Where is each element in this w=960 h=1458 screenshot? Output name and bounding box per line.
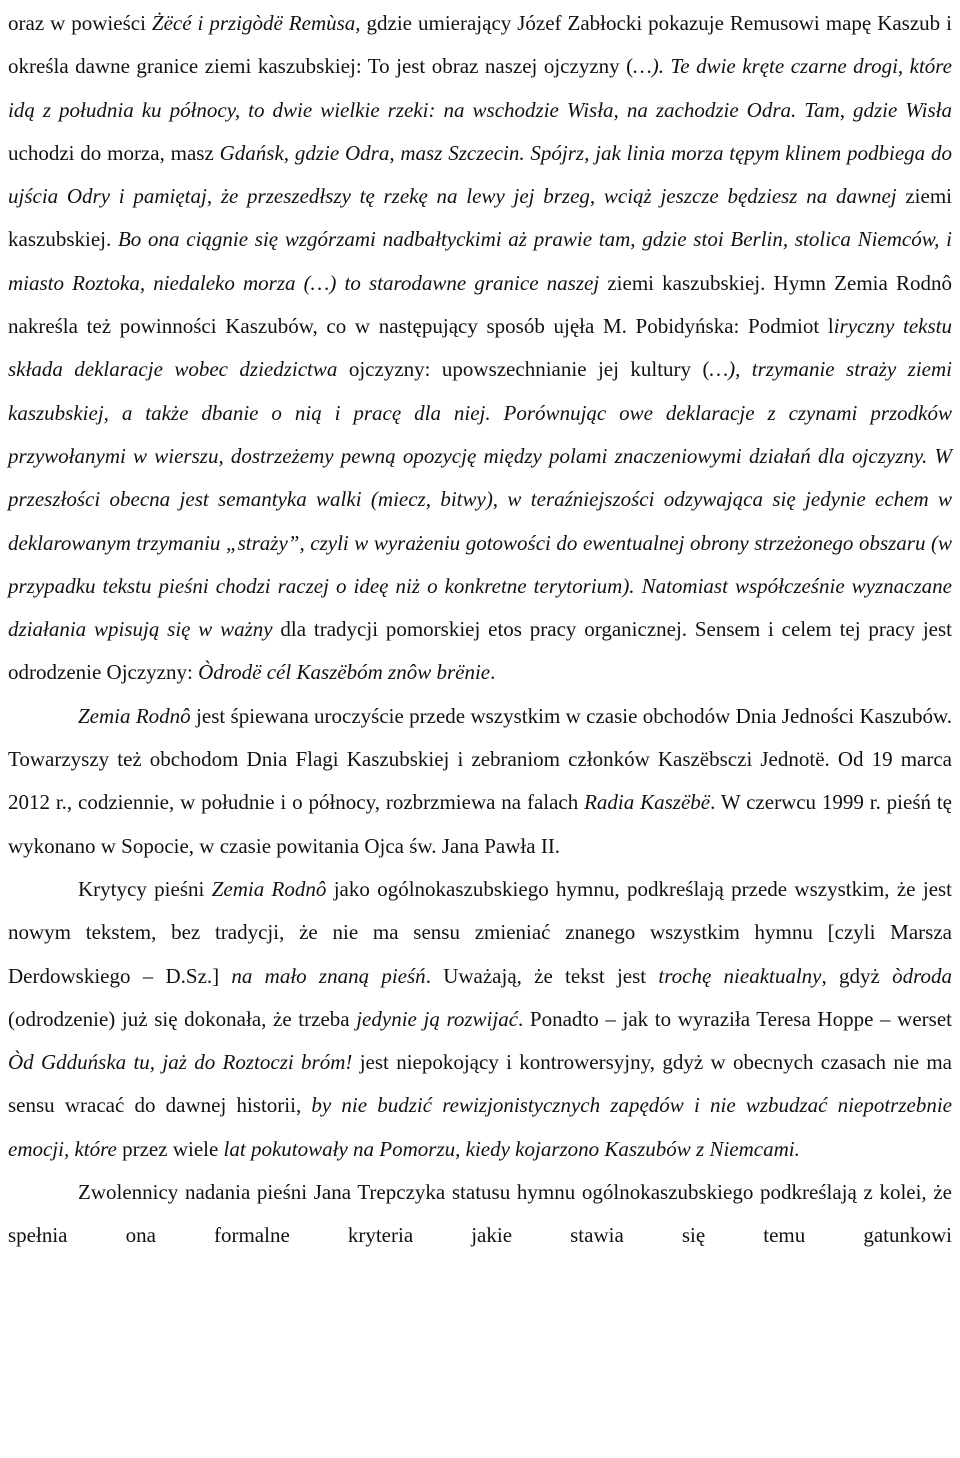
text-run: . (490, 660, 496, 685)
italic-text-run: Radia Kaszëbë (584, 790, 711, 815)
text-run: . Uważają, że tekst jest (425, 963, 659, 988)
text-run: jest śpiewana uroczyście przede wszystkim w czasie obchodów Dnia Jedności Kaszubów. Towarzyszy też obchodom Dnia Flagi Kaszubskiej i zebraniom członków Kaszëbsczi Jednotë. Od 19 marca 2012 r., codziennie, w południe i o północy, rozbrzmiewa na falach (8, 703, 952, 815)
italic-text-run: trochę nieaktualny (658, 963, 822, 988)
paragraph-3 (8, 868, 952, 1171)
italic-text-run: Òd Gdduńska tu, jaż do Roztoczi bróm! (8, 1050, 353, 1075)
text-run: dla tradycji pomorskiej etos pracy organicznej. Sensem i celem tej pracy jest odrodzenie Ojczyzny: (8, 617, 952, 685)
text-run: ziemi kaszubskiej. Hymn Zemia Rodnô nakreśla też powinności Kaszubów, co w następujący sposób ujęła M. Pobidyńska: Podmiot l (8, 270, 952, 339)
text-run: (odrodzenie) już się dokonała, że trzeba (8, 1006, 357, 1031)
italic-text-run: …). Te dwie kręte czarne drogi, które idą z południa ku północy, to dwie wielkie rzeki: na wschodzie Wisła, na zachodzie Odra. Tam, gdzie Wisła (8, 54, 953, 122)
text-run: uchodzi do morza, masz (8, 140, 220, 165)
italic-text-run: …), trzymanie straży ziemi kaszubskiej, a także dbanie o nią i pracę dla niej. Porównując owe deklaracje z czynami przodków przywołanymi w wierszu, dostrzeżemy pewną opozycję między polami znaczeniowymi działań dla ojczyzny. W przeszłości obecna jest semantyka walki (miecz, bitwy), w teraźniejszości odzywająca się jedynie echem w deklarowanym trzymaniu „straży”, czyli w wyrażeniu gotowości do ewentualnej obrony strzeżonego obszaru (w przypadku tekstu pieśni chodzi raczej o ideę niż o konkretne terytorium). Natomiast współcześnie wyznaczane działania wpisują się w ważny (8, 357, 952, 642)
italic-text-run: Zemia Rodnô (78, 703, 191, 728)
italic-text-run: na mało znaną pieśń (231, 963, 426, 988)
paragraph-4 (8, 1171, 952, 1258)
italic-text-run: Òdrodë cél Kaszëbóm znôw brënie (198, 660, 491, 685)
italic-text-run: Gdańsk, gdzie Odra, masz Szczecin. Spójrz, jak linia morza tępym klinem podbiega do ujścia Odry i pamiętaj, że przeszedłszy tę rzekę na lewy jej brzeg, wciąż jeszcze będziesz na dawnej (8, 140, 952, 209)
italic-text-run: lat pokutowały na Pomorzu, kiedy kojarzono Kaszubów z Niemcami. (223, 1136, 800, 1161)
paragraph-2 (8, 695, 952, 868)
italic-text-run: jedynie ją rozwijać (356, 1006, 519, 1031)
text-run: . Ponadto – jak to wyraziła Teresa Hoppe – werset (518, 1006, 952, 1031)
text-run: jako ogólnokaszubskiego hymnu, podkreślają przede wszystkim, że jest nowym tekstem, bez tradycji, że nie ma sensu zmieniać znanego wszystkim hymnu [czyli Marsza Derdowskiego – D.Sz.] (8, 876, 953, 988)
text-run: jest niepokojący i kontrowersyjny, gdyż w obecnych czasach nie ma sensu wracać do dawnej historii, (8, 1050, 952, 1118)
italic-text-run: by nie budzić rewizjonistycznych zapędów i nie wzbudzać niepotrzebnie emocji, które (8, 1093, 952, 1161)
italic-text-run: òdroda (892, 963, 952, 988)
text-run: przez wiele (116, 1136, 224, 1161)
text-run: ziemi kaszubskiej. (8, 184, 952, 252)
italic-text-run: Zemia Rodnô (211, 876, 327, 901)
italic-text-run: Żëcé i przigòdë Remùsa (151, 11, 356, 35)
italic-text-run: Bo ona ciągnie się wzgórzami nadbałtyckimi aż prawie tam, gdzie stoi Berlin, stolica Niemców, i miasto Roztoka, niedaleko morza (…) to starodawne granice naszej (8, 227, 952, 295)
text-run: Krytycy pieśni (78, 876, 212, 901)
text-run: Zwolennicy nadania pieśni Jana Trepczyka statusu hymnu ogólnokaszubskiego podkreślają z kolei, że spełnia ona formalne kryteria jakie stawia się temu gatunkowi (8, 1180, 952, 1248)
text-run: . W czerwcu 1999 r. pieśń tę wykonano w Sopocie, w czasie powitania Ojca św. Jana Pawła II. (8, 790, 953, 858)
text-run: , gdzie umierający Józef Zabłocki pokazuje Remusowi mapę Kaszub i określa dawne granice ziemi kaszubskiej: To jest obraz naszej ojczyzny ( (8, 11, 952, 79)
text-run: ojczyzny: upowszechnianie jej kultury ( (337, 357, 710, 382)
italic-text-run: iryczny tekstu składa deklaracje wobec dziedzictwa (8, 314, 952, 382)
paragraph-1 (8, 2, 952, 695)
text-run: , gdyż (821, 963, 893, 988)
text-run: oraz w powieści (8, 11, 152, 35)
